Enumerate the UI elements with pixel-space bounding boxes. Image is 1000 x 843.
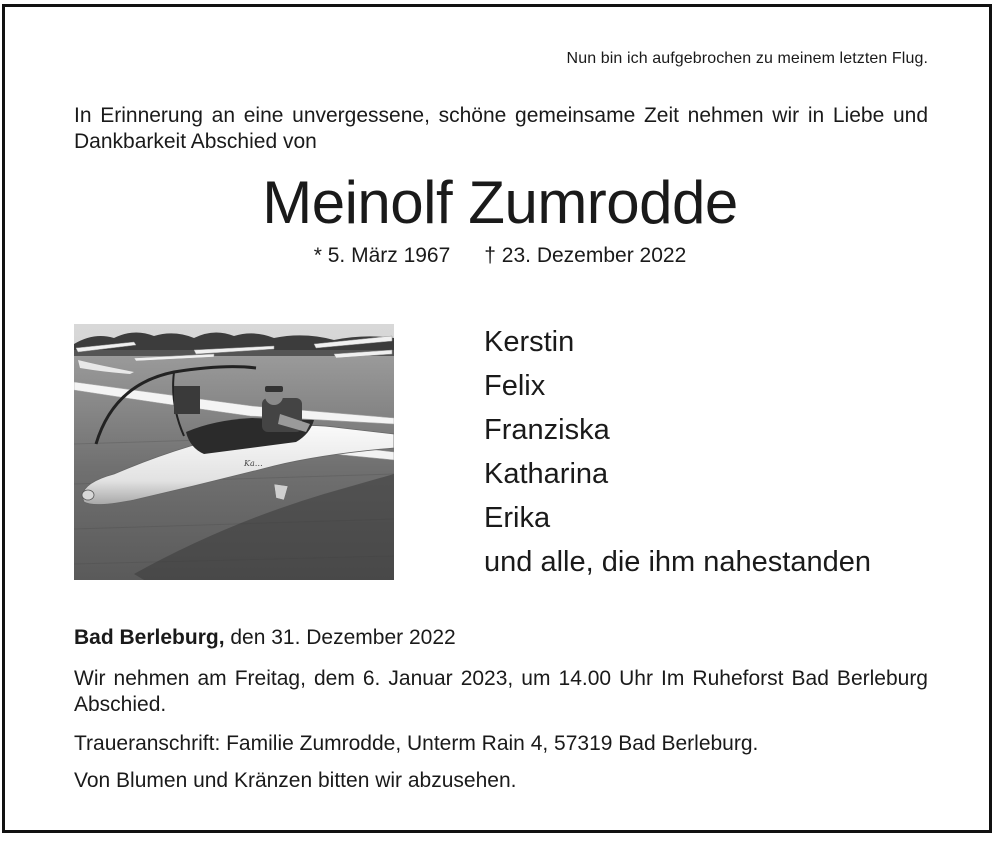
place-name: Bad Berleburg, — [74, 626, 225, 649]
life-dates — [0, 244, 1000, 268]
survivor-name: Franziska — [484, 414, 610, 446]
notice-date: den 31. Dezember 2022 — [224, 626, 456, 649]
birth-date: * 5. März 1967 — [313, 244, 451, 267]
survivor-name: Felix — [484, 370, 546, 402]
glider-photo — [74, 324, 394, 580]
place-date-line — [74, 626, 456, 650]
deceased-name: Meinolf Zumrodde — [262, 169, 738, 236]
motto-text: Nun bin ich aufgebrochen zu meinem letzten Flug. — [566, 50, 928, 67]
death-date: † 23. Dezember 2022 — [484, 244, 687, 267]
ceremony-text: Wir nehmen am Freitag, dem 6. Januar 2023, um 14.00 Uhr Im Ruheforst Bad Berleburg Abschied. — [74, 667, 928, 716]
mourning-address: Traueranschrift: Familie Zumrodde, Unterm Rain 4, 57319 Bad Berleburg. — [74, 732, 759, 755]
intro-text: In Erinnerung an eine unvergessene, schöne gemeinsame Zeit nehmen wir in Liebe und Dankbarkeit Abschied von — [74, 104, 928, 153]
flowers-note: Von Blumen und Kränzen bitten wir abzusehen. — [74, 769, 517, 792]
svg-text:Ka…: Ka… — [244, 459, 263, 468]
survivor-others: und alle, die ihm nahestanden — [484, 546, 871, 578]
survivors-list — [484, 320, 871, 584]
survivor-name: Erika — [484, 502, 551, 534]
survivor-name: Kerstin — [484, 326, 575, 358]
survivor-name: Katharina — [484, 458, 609, 490]
